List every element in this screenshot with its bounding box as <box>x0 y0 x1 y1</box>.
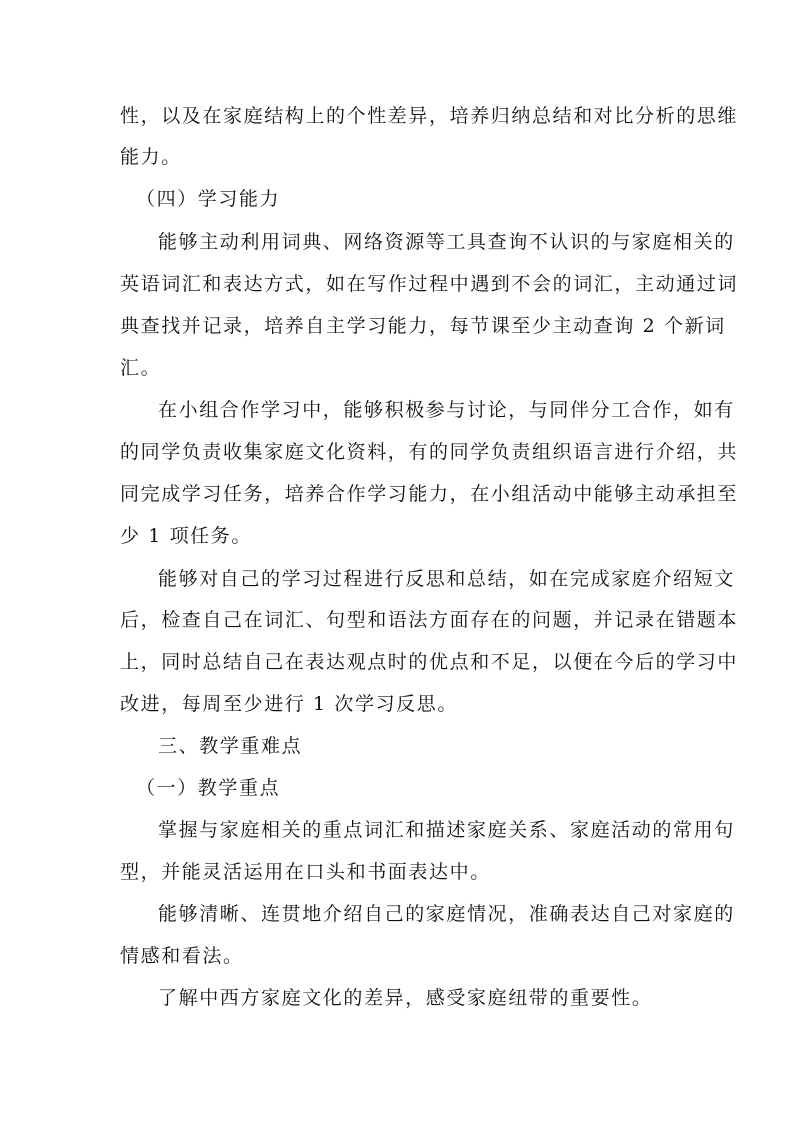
paragraph-line: 上，同时总结自己在表达观点时的优点和不足，以便在今后的学习中 <box>120 651 739 673</box>
paragraph-line: 少 1 项任务。 <box>120 525 252 547</box>
paragraph-line: 了解中西方家庭文化的差异，感受家庭纽带的重要性。 <box>158 987 653 1009</box>
paragraph-line: 能够对自己的学习过程进行反思和总结，如在完成家庭介绍短文 <box>158 568 735 590</box>
paragraph-line: 能够主动利用词典、网络资源等工具查询不认识的与家庭相关的 <box>158 231 735 253</box>
paragraph-line: 同完成学习任务，培养合作学习能力，在小组活动中能够主动承担至 <box>120 483 739 505</box>
subsection-heading: （一）教学重点 <box>136 777 281 799</box>
paragraph-line: 能够清晰、连贯地介绍自己的家庭情况，准确表达自己对家庭的 <box>158 903 735 925</box>
paragraph-line: 情感和看法。 <box>120 945 244 967</box>
paragraph-line: 典查找并记录，培养自主学习能力，每节课至少主动查询 2 个新词 <box>120 315 726 337</box>
paragraph-line: 后，检查自己在词汇、句型和语法方面存在的问题，并记录在错题本 <box>120 609 739 631</box>
paragraph-line: 在小组合作学习中，能够积极参与讨论，与同伴分工合作，如有 <box>158 399 735 421</box>
paragraph-line: 汇。 <box>120 357 162 379</box>
section-heading: 三、教学重难点 <box>158 735 303 757</box>
paragraph-line: 掌握与家庭相关的重点词汇和描述家庭关系、家庭活动的常用句 <box>158 819 735 841</box>
paragraph-line: 改进，每周至少进行 1 次学习反思。 <box>120 693 458 715</box>
paragraph-line: 性，以及在家庭结构上的个性差异，培养归纳总结和对比分析的思维 <box>120 105 739 127</box>
paragraph-line: 英语词汇和表达方式，如在写作过程中遇到不会的词汇，主动通过词 <box>120 273 739 295</box>
paragraph-line: 能力。 <box>120 146 182 168</box>
paragraph-line: 的同学负责收集家庭文化资料，有的同学负责组织语言进行介绍，共 <box>120 441 739 463</box>
paragraph-line: 型，并能灵活运用在口头和书面表达中。 <box>120 861 491 883</box>
section-heading: （四）学习能力 <box>136 188 281 210</box>
